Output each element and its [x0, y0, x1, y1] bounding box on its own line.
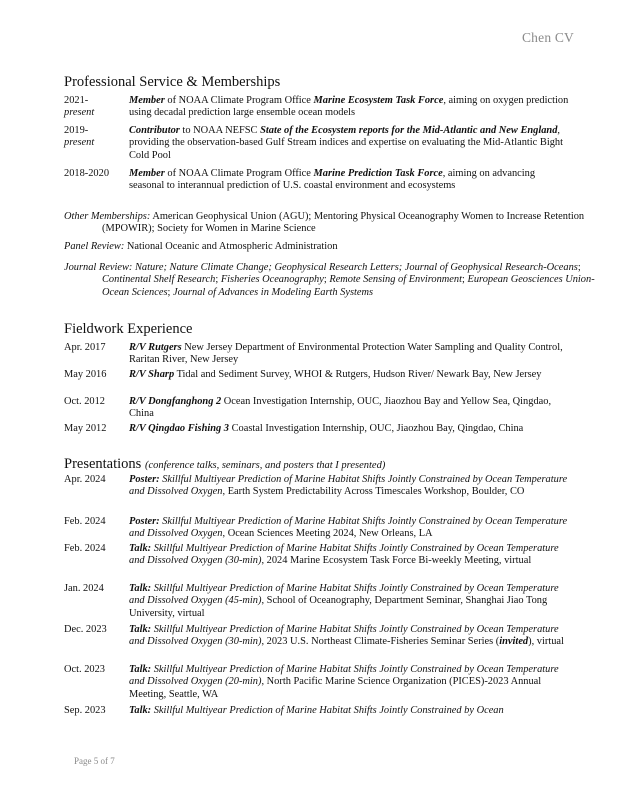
page-number: Page 5 of 7 [74, 756, 115, 766]
presentation-text [129, 543, 569, 568]
journal-review-text: Journal Review: Nature; Nature Climate Change; Geophysical Research Letters; Journal of Geophysical Research-Oceans; Continental Shelf Research; Fisheries Oceanography; Remote Sensing of Environment; European Geosciences Union-Ocean Sciences; Journal of Advances in Modeling Earth Systems [64, 262, 595, 298]
fieldwork-date: May 2016 [64, 369, 107, 380]
presentation-dur: (30-min) [222, 555, 262, 567]
fieldwork-date: Apr. 2017 [64, 342, 106, 353]
presentation-date: Jan. 2024 [64, 583, 104, 594]
service-entry [64, 168, 574, 208]
journal-review-part: ; [323, 274, 330, 286]
presentation-date: Feb. 2024 [64, 516, 106, 527]
journal-review-part: ; [215, 274, 221, 286]
presentations-subtitle: (conference talks, seminars, and posters that I presented) [144, 460, 386, 471]
presentation-rest: , North Pacific Marine Science Organization (PICES)-2023 Annual Meeting, Seattle, WA [129, 676, 542, 700]
journal-review-part: ; [462, 274, 468, 286]
presentation-rest: , School of Oceanography, Department Seminar, Shanghai Jiao Tong University, virtual [129, 595, 548, 619]
journal-review-part: Journal of Advances in Modeling Earth Systems [172, 286, 374, 298]
presentation-text [129, 624, 569, 649]
journal-review-part: Fisheries Oceanography [220, 274, 324, 286]
presentation-text [129, 705, 569, 717]
section-title-fieldwork: Fieldwork Experience [64, 321, 193, 337]
presentation-date: Oct. 2023 [64, 664, 105, 675]
journal-review-part: Remote Sensing of Environment [329, 274, 462, 286]
fieldwork-text: R/V Sharp Tidal and Sediment Survey, WHOI & Rutgers, Hudson River/ Newark Bay, New Jersey [129, 369, 542, 380]
presentation-rest: , Earth System Predictability Across Timescales Workshop, Boulder, CO [222, 486, 525, 498]
service-text: Member of NOAA Climate Program Office Marine Ecosystem Task Force, aiming on oxygen prediction using decadal prediction large ensemble ocean models [129, 95, 569, 119]
fieldwork-text: R/V Rutgers New Jersey Department of Environmental Protection Water Sampling and Quality Control, Raritan River, New Jersey [129, 342, 563, 366]
presentation-titletext: Skillful Multiyear Prediction of Marine Habitat Shifts Jointly Constrained by Ocean Temperature and Dissolved Oxygen [129, 583, 559, 607]
presentation-text [129, 516, 569, 541]
presentation-rest: , 2024 Marine Ecosystem Task Force Bi-weekly Meeting, virtual [261, 555, 532, 567]
header-name: Chen CV [521, 30, 574, 45]
journal-review-part: ; [577, 262, 581, 273]
fieldwork-date: May 2012 [64, 423, 107, 434]
fieldwork-text: R/V Qingdao Fishing 3 Coastal Investigation Internship, OUC, Jiaozhou Bay, Qingdao, China [129, 423, 524, 434]
service-text: Member of NOAA Climate Program Office Marine Prediction Task Force, aiming on advancing seasonal to interannual prediction of U.S. coastal environment and ecosystems [129, 168, 536, 192]
presentation-text [129, 664, 569, 701]
section-title-presentations: Presentations (conference talks, seminars, and posters that I presented) [64, 456, 386, 472]
presentation-dur: (20-min) [222, 676, 262, 688]
presentation-rest: , 2023 U.S. Northeast Climate-Fisheries Seminar Series ( [261, 636, 500, 648]
presentation-kind: Talk: [129, 583, 152, 594]
presentation-rest: , Ocean Sciences Meeting 2024, New Orleans, LA [222, 528, 433, 540]
presentation-text [129, 583, 569, 620]
panel-review-text: Panel Review: National Oceanic and Atmospheric Administration [64, 241, 338, 252]
journal-review-part: European Geosciences Union-Ocean Sciences [102, 274, 595, 298]
service-date: 2019- present [64, 125, 95, 149]
other-memberships-text: Other Memberships: American Geophysical Union (AGU); Mentoring Physical Oceanography Women to Increase Retention (MPOWIR); Society for Women in Marine Science [64, 211, 585, 235]
presentation-titletext: Skillful Multiyear Prediction of Marine Habitat Shifts Jointly Constrained by Ocean Temperature and Dissolved Oxygen [129, 474, 568, 498]
presentation-date: Apr. 2024 [64, 474, 106, 485]
service-date: 2021- present [64, 95, 95, 119]
presentation-kind: Poster: [129, 474, 160, 485]
presentation-date: Dec. 2023 [64, 624, 107, 635]
presentation-titletext: Skillful Multiyear Prediction of Marine Habitat Shifts Jointly Constrained by Ocean Temperature and Dissolved Oxygen [129, 516, 568, 540]
presentation-kind: Talk: [129, 705, 152, 716]
presentation-text [129, 474, 569, 499]
presentation-date: Feb. 2024 [64, 543, 106, 554]
service-entry [64, 125, 574, 165]
section-title-professional-service: Professional Service & Memberships [64, 74, 281, 90]
service-text: Contributor to NOAA NEFSC State of the Ecosystem reports for the Mid-Atlantic and New England, providing the observation-based Gulf Stream indices and expertise on evaluating the Mid-Atlantic Bight Cold Pool [129, 125, 563, 161]
presentation-kind: Talk: [129, 624, 152, 635]
presentation-invited: invited [499, 636, 529, 648]
presentation-date: Sep. 2023 [64, 705, 106, 716]
presentation-kind: Talk: [129, 664, 152, 675]
presentation-tail: ), virtual [528, 636, 564, 648]
fieldwork-date: Oct. 2012 [64, 396, 105, 407]
presentation-titletext: Skillful Multiyear Prediction of Marine Habitat Shifts Jointly Constrained by Ocean Temperature and Dissolved Oxygen [129, 624, 559, 648]
presentation-kind: Talk: [129, 543, 152, 554]
presentation-titletext: Skillful Multiyear Prediction of Marine Habitat Shifts Jointly Constrained by Ocean Temperature and Dissolved Oxygen [129, 664, 559, 688]
service-date: 2018-2020 [64, 168, 110, 179]
presentation-kind: Poster: [129, 516, 160, 527]
presentation-dur: (30-min) [222, 636, 262, 648]
journal-review-part: ; [167, 286, 173, 298]
presentation-titletext: Skillful Multiyear Prediction of Marine Habitat Shifts Jointly Constrained by Ocean Temperature and Dissolved Oxygen [129, 543, 559, 567]
presentation-dur: (45-min) [222, 595, 262, 607]
journal-review-part: Nature; Nature Climate Change; Geophysical Research Letters; Journal of Geophysical Research-Oceans [132, 262, 578, 273]
journal-review-part: Continental Shelf Research [102, 274, 216, 286]
presentation-titletext: Skillful Multiyear Prediction of Marine Habitat Shifts Jointly Constrained by Ocean [151, 705, 504, 716]
fieldwork-text: R/V Dongfanghong 2 Ocean Investigation Internship, OUC, Jiaozhou Bay and Yellow Sea, Qingdao, China [129, 396, 552, 420]
